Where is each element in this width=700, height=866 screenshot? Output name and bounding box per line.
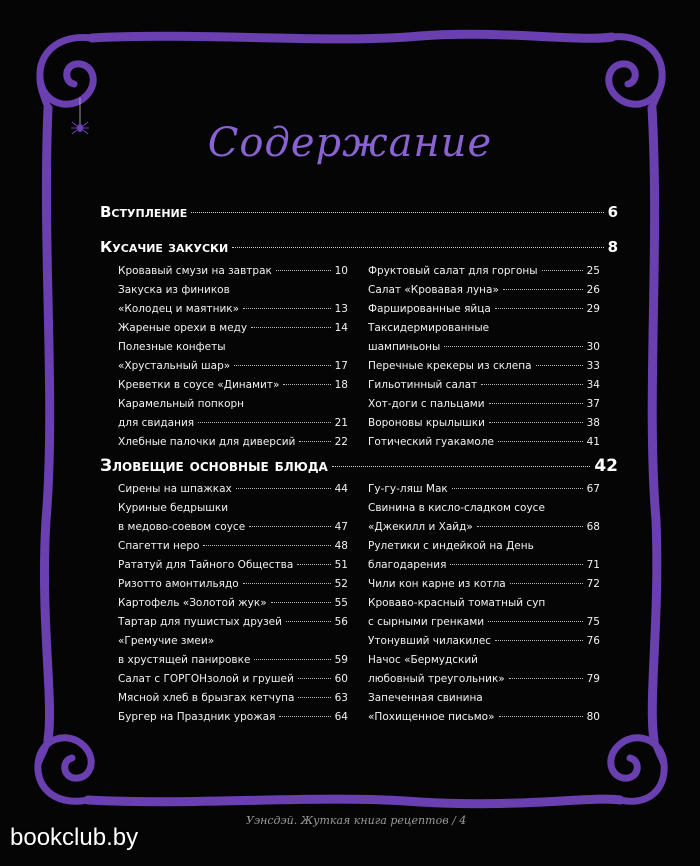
leader-dots	[236, 488, 331, 489]
leader-dots	[251, 327, 330, 328]
toc-entry	[368, 502, 600, 521]
toc-entry-page: 37	[586, 398, 600, 410]
leader-dots	[489, 422, 583, 423]
toc-entry-page: 44	[334, 483, 348, 495]
toc-entry	[118, 616, 348, 635]
toc-entry	[368, 417, 600, 436]
toc-entry-label: благодарения	[368, 559, 447, 571]
toc-entry-page: 60	[334, 673, 348, 685]
toc-entry-page: 63	[334, 692, 348, 704]
toc-entry-page: 18	[334, 379, 348, 391]
toc-entry-page: 75	[586, 616, 600, 628]
snacks-left-column	[118, 265, 348, 455]
toc-entry-label: Вороновы крылышки	[368, 417, 485, 429]
toc-entry	[118, 540, 348, 559]
toc-entry	[368, 597, 600, 616]
leader-dots	[234, 365, 330, 366]
toc-entry	[368, 303, 600, 322]
toc-entry-label: Закуска из фиников	[118, 284, 230, 296]
toc-entry-page: 52	[334, 578, 348, 590]
leader-dots	[452, 488, 583, 489]
toc-entry-page: 80	[586, 711, 600, 723]
toc-entry-label: Фаршированные яйца	[368, 303, 491, 315]
toc-entry-label: Салат с ГОРГОНзолой и грушей	[118, 673, 294, 685]
toc-entry	[118, 265, 348, 284]
page-title: Содержание	[207, 120, 493, 166]
toc-entry-page: 10	[334, 265, 348, 277]
page-footer: Уэнсдэй. Жуткая книга рецептов / 4	[246, 814, 467, 827]
toc-entry-label: «Гремучие змеи»	[118, 635, 215, 647]
toc-entry	[368, 616, 600, 635]
leader-dots	[503, 289, 583, 290]
leader-dots	[243, 308, 331, 309]
toc-entry-label: «Колодец и маятник»	[118, 303, 240, 315]
toc-entry-label: Начос «Бермудский	[368, 654, 478, 666]
toc-entry	[368, 635, 600, 654]
toc-entry-label: Хлебные палочки для диверсий	[118, 436, 296, 448]
toc-entry	[118, 322, 348, 341]
toc-entry-label: в хрустящей панировке	[118, 654, 251, 666]
leader-dots	[510, 583, 583, 584]
toc-entry-page: 21	[334, 417, 348, 429]
toc-entry	[118, 692, 348, 711]
toc-entry	[368, 436, 600, 455]
toc-entry-label: шампиньоны	[368, 341, 441, 353]
leader-dots	[243, 583, 331, 584]
toc-entry-label: для свидания	[118, 417, 195, 429]
leader-dots	[198, 422, 331, 423]
toc-entry-label: Утонувший чилакилес	[368, 635, 492, 647]
section-intro-page: 6	[607, 203, 618, 221]
leader-dots	[477, 526, 583, 527]
toc-entry-page: 13	[334, 303, 348, 315]
toc-entry	[118, 360, 348, 379]
toc-entry	[118, 597, 348, 616]
toc-entry	[368, 360, 600, 379]
toc-entry-label: с сырными гренками	[368, 616, 485, 628]
section-mains-page: 42	[594, 456, 618, 476]
section-mains-label: Зловещие основные блюда	[100, 456, 328, 476]
toc-entry	[368, 559, 600, 578]
toc-entry-label: Картофель «Золотой жук»	[118, 597, 267, 609]
leader-dots	[298, 697, 330, 698]
toc-entry-label: Свинина в кисло-сладком соусе	[368, 502, 545, 514]
toc-entry-page: 51	[334, 559, 348, 571]
toc-entry-page: 59	[334, 654, 348, 666]
section-snacks-page: 8	[607, 238, 618, 256]
toc-entry	[368, 398, 600, 417]
toc-entry-page: 29	[586, 303, 600, 315]
leader-dots	[488, 621, 583, 622]
toc-entry-label: Карамельный попкорн	[118, 398, 245, 410]
leader-dots	[286, 621, 331, 622]
toc-entry-label: Куриные бедрышки	[118, 502, 229, 514]
section-snacks	[100, 238, 618, 256]
toc-entry-page: 17	[334, 360, 348, 372]
leader-dots	[254, 659, 330, 660]
toc-entry-page: 55	[334, 597, 348, 609]
toc-entry-label: Перечные крекеры из склепа	[368, 360, 532, 372]
leader-dots	[232, 247, 603, 248]
toc-entry-page: 71	[586, 559, 600, 571]
toc-entry-label: Чили кон карне из котла	[368, 578, 506, 590]
toc-entry-label: Жареные орехи в меду	[118, 322, 248, 334]
toc-entry-label: Кровавый смузи на завтрак	[118, 265, 272, 277]
toc-entry-page: 38	[586, 417, 600, 429]
toc-entry-label: Бургер на Праздник урожая	[118, 711, 276, 723]
toc-entry-label: «Хрустальный шар»	[118, 360, 231, 372]
toc-entry-label: «Джекилл и Хайд»	[368, 521, 473, 533]
toc-entry	[368, 483, 600, 502]
toc-entry	[368, 265, 600, 284]
toc-entry	[118, 417, 348, 436]
toc-entry-page: 79	[586, 673, 600, 685]
toc-entry-label: Сирены на шпажках	[118, 483, 232, 495]
toc-entry-label: любовный треугольник»	[368, 673, 505, 685]
toc-entry	[368, 711, 600, 730]
toc-entry-page: 25	[586, 265, 600, 277]
toc-entry-label: Гильотинный салат	[368, 379, 478, 391]
leader-dots	[444, 346, 582, 347]
leader-dots	[276, 270, 331, 271]
mains-left-column	[118, 483, 348, 730]
toc-entry	[118, 303, 348, 322]
toc-entry	[118, 502, 348, 521]
toc-entry	[118, 284, 348, 303]
section-mains	[100, 456, 618, 476]
toc-entry	[368, 673, 600, 692]
watermark: bookclub.by	[10, 824, 139, 851]
toc-entry-page: 33	[586, 360, 600, 372]
toc-entry-page: 76	[586, 635, 600, 647]
toc-entry-page: 64	[334, 711, 348, 723]
toc-entry-page: 30	[586, 341, 600, 353]
toc-entry	[368, 341, 600, 360]
toc-entry-label: «Похищенное письмо»	[368, 711, 495, 723]
toc-entry	[118, 483, 348, 502]
toc-entry-label: Таксидермированные	[368, 322, 490, 334]
leader-dots	[279, 716, 330, 717]
toc-entry	[118, 654, 348, 673]
leader-dots	[283, 384, 330, 385]
toc-entry-page: 68	[586, 521, 600, 533]
toc-entry	[118, 521, 348, 540]
leader-dots	[509, 678, 583, 679]
toc-entry-page: 47	[334, 521, 348, 533]
toc-entry-label: Гу-гу-ляш Мак	[368, 483, 448, 495]
toc-entry-label: Рататуй для Тайного Общества	[118, 559, 294, 571]
toc-entry-label: Хот-доги с пальцами	[368, 398, 485, 410]
leader-dots	[298, 678, 331, 679]
toc-entry-page: 26	[586, 284, 600, 296]
toc-entry-page: 22	[334, 436, 348, 448]
toc-entry-label: Салат «Кровавая луна»	[368, 284, 499, 296]
toc-entry-label: Полезные конфеты	[118, 341, 226, 353]
leader-dots	[542, 270, 583, 271]
toc-entry	[118, 341, 348, 360]
leader-dots	[536, 365, 583, 366]
mains-right-column	[368, 483, 600, 730]
toc-entry	[368, 540, 600, 559]
leader-dots	[297, 564, 330, 565]
leader-dots	[191, 212, 603, 213]
toc-entry-page: 67	[586, 483, 600, 495]
leader-dots	[271, 602, 331, 603]
toc-entry	[368, 578, 600, 597]
section-intro-label: Вступление	[100, 203, 188, 221]
toc-entry-page: 14	[334, 322, 348, 334]
toc-entry-page: 72	[586, 578, 600, 590]
toc-entry-page: 34	[586, 379, 600, 391]
toc-entry-label: Кроваво-красный томатный суп	[368, 597, 546, 609]
toc-entry	[118, 559, 348, 578]
toc-entry	[368, 692, 600, 711]
toc-entry	[118, 398, 348, 417]
leader-dots	[495, 640, 583, 641]
toc-entry	[118, 711, 348, 730]
toc-entry-label: Готический гуакамоле	[368, 436, 494, 448]
toc-entry-label: Фруктовый салат для горгоны	[368, 265, 538, 277]
toc-entry	[118, 379, 348, 398]
toc-entry-page: 48	[334, 540, 348, 552]
leader-dots	[489, 403, 583, 404]
toc-entry	[368, 284, 600, 303]
section-intro	[100, 203, 618, 221]
toc-entry	[368, 521, 600, 540]
toc-entry-label: Спагетти неро	[118, 540, 200, 552]
toc-entry-label: Тартар для пушистых друзей	[118, 616, 282, 628]
toc-entry-label: Креветки в соусе «Динамит»	[118, 379, 280, 391]
toc-entry	[118, 578, 348, 597]
leader-dots	[249, 526, 330, 527]
leader-dots	[499, 716, 583, 717]
leader-dots	[203, 545, 330, 546]
toc-entry	[118, 635, 348, 654]
toc-entry-label: Рулетики с индейкой на День	[368, 540, 534, 552]
toc-entry	[368, 379, 600, 398]
toc-entry-label: в медово-соевом соусе	[118, 521, 246, 533]
snacks-right-column	[368, 265, 600, 455]
leader-dots	[299, 441, 330, 442]
leader-dots	[332, 466, 591, 467]
leader-dots	[481, 384, 582, 385]
toc-entry-label: Мясной хлеб в брызгах кетчупа	[118, 692, 295, 704]
toc-entry	[118, 436, 348, 455]
leader-dots	[498, 441, 583, 442]
toc-entry	[118, 673, 348, 692]
toc-entry	[368, 322, 600, 341]
section-snacks-label: Кусачие закуски	[100, 238, 229, 256]
toc-entry-page: 56	[334, 616, 348, 628]
toc-entry-page: 41	[586, 436, 600, 448]
toc-entry-label: Ризотто амонтильядо	[118, 578, 239, 590]
leader-dots	[450, 564, 582, 565]
toc-entry	[368, 654, 600, 673]
leader-dots	[495, 308, 583, 309]
toc-entry-label: Запеченная свинина	[368, 692, 483, 704]
